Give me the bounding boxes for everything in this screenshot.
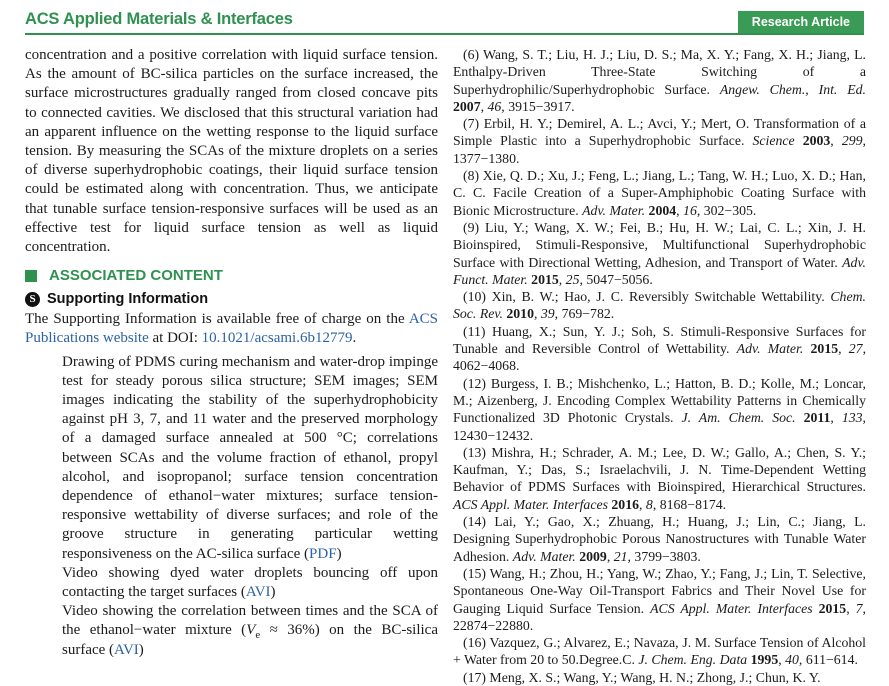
text-segment: Science bbox=[752, 133, 795, 149]
reference-14 bbox=[453, 513, 866, 565]
text-segment: 27 bbox=[848, 341, 863, 357]
text-segment: (16) Vazquez, G.; Alvarez, E.; Navaza, J. M. Surface Tension of Alcohol + Water from 20 to 50.Degree.C. bbox=[453, 635, 866, 668]
text-segment: Video showing dyed water droplets bouncing off upon contacting the target surfaces ( bbox=[62, 564, 438, 601]
reference-10 bbox=[453, 288, 866, 323]
text-segment bbox=[796, 410, 804, 425]
si-intro-paragraph bbox=[25, 310, 438, 348]
reference-16 bbox=[453, 634, 866, 669]
text-segment: ≈ 36%) on the BC-silica surface ( bbox=[62, 622, 438, 658]
text-segment: (13) Mishra, H.; Schrader, A. M.; Lee, D. W.; Gallo, A.; Chen, S. Y.; Kaufman, Y.; Das, S.; Israelachvili, J. N. Time-Dependent Wetting Behavior of PDMS Surfaces with Bioinspired, Hierarchical Structures. bbox=[453, 444, 866, 495]
si-item-list bbox=[62, 353, 438, 660]
pdf-link[interactable]: PDF bbox=[309, 545, 337, 562]
si-item bbox=[62, 602, 438, 660]
text-segment: at DOI: bbox=[148, 330, 202, 347]
text-segment: 40 bbox=[785, 652, 799, 668]
text-segment: 2004 bbox=[648, 202, 677, 218]
text-segment: 2015 bbox=[810, 341, 839, 357]
text-segment: ACS Appl. Mater. Interfaces bbox=[453, 496, 608, 512]
text-segment: ) bbox=[336, 545, 342, 562]
reference-12 bbox=[453, 375, 866, 444]
text-segment: , bbox=[846, 600, 856, 616]
acs-publications-website-link[interactable]: ACS Publications website bbox=[25, 311, 438, 347]
left-column bbox=[25, 46, 438, 686]
text-segment: , bbox=[639, 496, 646, 512]
text-segment: , 22874−22880. bbox=[453, 600, 866, 633]
text-segment: 2015 bbox=[531, 271, 559, 287]
text-segment: 16 bbox=[683, 202, 697, 218]
text-segment: , 4062−4068. bbox=[453, 341, 867, 374]
text-segment: Adv. Mater. bbox=[582, 202, 646, 218]
text-segment: 133 bbox=[841, 410, 863, 426]
reference-15 bbox=[453, 565, 866, 634]
text-segment: Chem. Soc. Rev. bbox=[453, 289, 866, 322]
avi-link[interactable]: AVI bbox=[245, 584, 271, 601]
text-segment bbox=[803, 341, 810, 356]
text-segment: , 8168−8174. bbox=[652, 496, 727, 512]
reference-13 bbox=[453, 444, 866, 513]
text-segment: , 769−782. bbox=[554, 306, 615, 322]
text-segment: 2015 bbox=[818, 600, 847, 616]
text-segment: , 3799−3803. bbox=[627, 548, 701, 564]
text-segment: 2007 bbox=[453, 98, 481, 114]
section-bullet-icon bbox=[25, 270, 37, 282]
avi-link[interactable]: AVI bbox=[114, 641, 139, 658]
journal-title: ACS Applied Materials & Interfaces bbox=[25, 10, 293, 28]
text-segment: 299 bbox=[841, 133, 863, 149]
text-segment: ) bbox=[270, 584, 276, 601]
text-segment: (6) Wang, S. T.; Liu, H. J.; Liu, D. S.; Ma, X. Y.; Fang, X. H.; Jiang, L. Enthalpy-Driven Three-State Switching of a Superhydrophilic/Superhydrophobic Surface. bbox=[453, 47, 866, 97]
text-segment: 21 bbox=[613, 548, 628, 564]
text-segment: J. Chem. Eng. Data bbox=[638, 652, 748, 668]
text-segment: (10) Xin, B. W.; Hao, J. C. Reversibly Switchable Wettability. bbox=[463, 289, 831, 305]
text-segment: , 1377−1380. bbox=[453, 133, 866, 166]
text-segment: (17) Meng, X. S.; Wang, Y.; Wang, H. N.; Zhong, J.; Chun, K. Y. bbox=[463, 669, 821, 685]
text-segment: J. Am. Chem. Soc. bbox=[681, 410, 796, 426]
text-segment: , 12430−12432. bbox=[453, 410, 866, 443]
text-segment: (8) Xie, Q. D.; Xu, J.; Feng, L.; Jiang, L.; Tang, W. H.; Luo, X. D.; Han, C. C. Facile Creation of a Super-Amphiphobic Coating Surface with Bionic Microstructure. bbox=[453, 168, 866, 218]
supporting-info-s-icon: S bbox=[25, 292, 40, 307]
reference-7 bbox=[453, 115, 866, 167]
text-segment: Adv. Mater. bbox=[512, 548, 576, 564]
si-heading-label: Supporting Information bbox=[47, 291, 209, 308]
text-segment: , 5047−5056. bbox=[579, 271, 653, 287]
text-segment: Drawing of PDMS curing mechanism and water-drop impinge test for steady porous silica structure; SEM images; SEM images indicating the stability of the superhydrophobicity against pH 3, 7, and 11 water and the preserved morphology of a damaged surface annealed at 500 °C; correlations between SCAs and the volume fraction of ethanol, propyl alcohol, and isopropanol; surface tension concentration dependence of ethanol−water mixtures; surface tension-responsive wettability of diverse surfaces; and role of the groove structure in generating particular wetting responsiveness on the AC-silica surface ( bbox=[62, 353, 438, 562]
reference-6 bbox=[453, 46, 866, 115]
text-segment: 39 bbox=[540, 306, 555, 322]
text-segment: , bbox=[558, 271, 566, 287]
text-segment: 2003 bbox=[802, 133, 831, 149]
text-segment: , 3915−3917. bbox=[501, 98, 575, 114]
masthead bbox=[25, 8, 864, 35]
text-segment: , bbox=[830, 410, 842, 426]
si-item bbox=[62, 564, 438, 602]
text-segment: , 302−305. bbox=[696, 202, 757, 218]
text-segment: 2009 bbox=[579, 548, 607, 564]
right-column-references bbox=[453, 46, 866, 686]
text-segment: (7) Erbil, H. Y.; Demirel, A. L.; Avci, Y.; Mert, O. Transformation of a Simple Plastic into a Superhydrophobic Surface. bbox=[453, 116, 866, 149]
text-segment: , bbox=[838, 341, 849, 357]
two-column-body bbox=[25, 46, 866, 686]
text-segment: Adv. Funct. Mater. bbox=[453, 254, 866, 287]
reference-11 bbox=[453, 323, 866, 375]
text-segment: ACS Appl. Mater. Interfaces bbox=[650, 600, 813, 616]
text-segment: The Supporting Information is available free of charge on the bbox=[25, 311, 409, 328]
reference-9 bbox=[453, 219, 866, 288]
si-item bbox=[62, 353, 438, 564]
text-segment: , bbox=[480, 98, 488, 114]
text-segment: (15) Wang, H.; Zhou, H.; Yang, W.; Zhao, Y.; Fang, J.; Lin, T. Selective, Spontaneous One-Way Oil-Transport Fabrics and Their Novel Use for Gauging Liquid Surface Tension. bbox=[453, 565, 866, 616]
text-segment: , bbox=[676, 202, 684, 218]
text-segment: , 611−614. bbox=[798, 652, 858, 668]
text-segment: V bbox=[246, 622, 256, 639]
text-segment: . bbox=[352, 330, 357, 347]
text-segment: , bbox=[533, 306, 541, 322]
text-segment: 1995 bbox=[750, 652, 779, 668]
text-segment: , bbox=[778, 652, 786, 668]
body-paragraph: concentration and a positive correlation with liquid surface tension. As the amount of BC-silica particles on the surface increased, the surface microstructures gradually ranged from closed concave pits to connected cavities. We disclosed that this structural variation had an apparent influence on the wetting response to the liquid surface tension. By measuring the SCAs of the mixture droplets on a series of diverse superhydrophobic coatings, their liquid surface tension could be estimated along with concentration. Thus, we anticipate that tunable surface tension-responsive surfaces will be used as an effective test for liquid surface tension as well as liquid concentration. bbox=[25, 47, 438, 256]
text-segment: (12) Burgess, I. B.; Mishchenko, L.; Hatton, B. D.; Kolle, M.; Loncar, M.; Aizenberg, J. Encoding Complex Wettability Patterns in Chemically Functionalized 3D Photonic Crystals. bbox=[453, 375, 866, 426]
text-segment bbox=[795, 133, 803, 148]
text-segment: Video showing the correlation between times and the SCA of the ethanol−water mixture ( bbox=[62, 603, 438, 639]
text-segment: Adv. Mater. bbox=[736, 341, 804, 357]
text-segment: 2016 bbox=[611, 496, 639, 512]
text-segment: 2010 bbox=[506, 306, 534, 322]
text-segment: , bbox=[606, 548, 614, 564]
text-segment: ) bbox=[138, 641, 144, 658]
text-segment: 25 bbox=[565, 271, 580, 287]
section-heading-label: ASSOCIATED CONTENT bbox=[49, 267, 223, 285]
section-heading-associated-content bbox=[25, 267, 438, 284]
doi-link[interactable]: 10.1021/acsami.6b12779 bbox=[201, 330, 353, 347]
reference-8 bbox=[453, 167, 866, 219]
text-segment: (9) Liu, Y.; Wang, X. W.; Fei, B.; Hu, H. W.; Lai, C. L.; Xin, J. H. Bioinspired, Stimuli-Responsive, Multifunctional Superhydrophobic Surface with Directional Wetting, Adhesion, and Transport of Water. bbox=[453, 219, 866, 270]
text-segment: 46 bbox=[487, 98, 502, 114]
text-segment: e bbox=[255, 629, 261, 642]
supporting-information-heading bbox=[25, 291, 438, 307]
article-type-badge: Research Article bbox=[738, 11, 864, 33]
text-segment: (14) Lai, Y.; Gao, X.; Zhuang, H.; Huang, J.; Lin, C.; Jiang, L. Designing Superhydrophobic Porous Nanostructures with Tunable Water Adhesion. bbox=[453, 514, 866, 564]
text-segment: Angew. Chem., Int. Ed. bbox=[719, 81, 866, 97]
text-segment: 2011 bbox=[803, 410, 831, 426]
text-segment: 8 bbox=[645, 496, 653, 512]
text-segment: (11) Huang, X.; Sun, Y. J.; Soh, S. Stimuli-Responsive Surfaces for Tunable and Reversible Control of Wettability. bbox=[453, 323, 866, 357]
text-segment: 7 bbox=[855, 600, 863, 616]
text-segment: , bbox=[830, 133, 842, 149]
reference-17 bbox=[453, 669, 866, 686]
